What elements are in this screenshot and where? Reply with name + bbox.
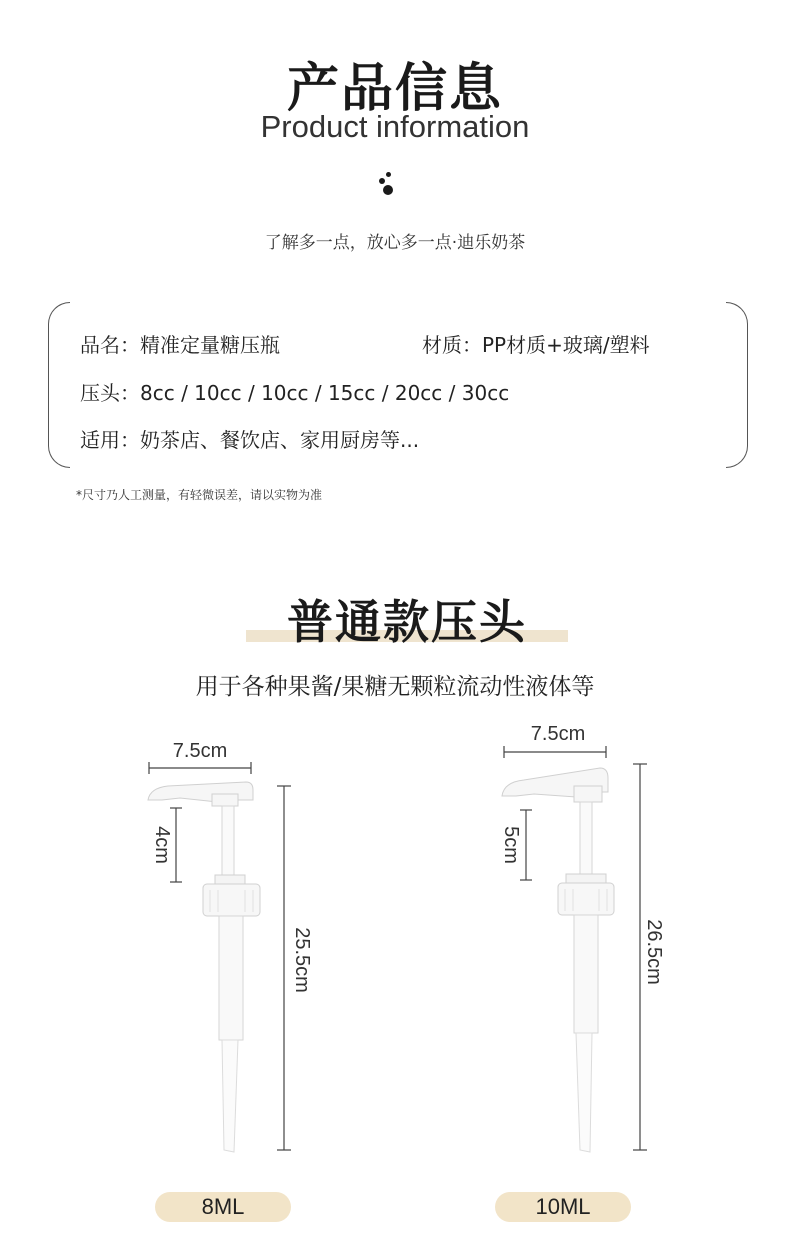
pump-10ml-illustration: [502, 746, 647, 1152]
page-title: 产品信息: [286, 59, 503, 119]
section-subtitle: 用于各种果酱/果糖无颗粒流动性液体等: [195, 674, 595, 700]
info-pump-heads: 压头：8cc / 10cc / 10cc / 15cc / 20cc / 30cc: [80, 381, 510, 405]
measurement-note: *尺寸乃人工测量，有轻微误差，请以实物为准: [76, 488, 323, 502]
decorative-dots-icon: [378, 172, 398, 198]
pump-8ml-illustration: [148, 762, 291, 1152]
size-pill-10ml: 10ML: [495, 1192, 631, 1222]
info-material: 材质：PP材质+玻璃/塑料: [422, 333, 650, 357]
right-bracket: [726, 302, 748, 468]
size-pill-8ml: 8ML: [155, 1192, 291, 1222]
page-subtitle-en: Product information: [260, 109, 530, 144]
pump-10ml-stroke-label: 5cm: [500, 826, 522, 864]
left-bracket: [48, 302, 70, 468]
tagline: 了解多一点，放心多一点·迪乐奶茶: [264, 233, 526, 253]
section-header: [246, 586, 568, 649]
pump-8ml-width-label: 7.5cm: [172, 740, 228, 762]
pump-diagrams: [0, 720, 790, 1190]
pump-8ml-height-label: 25.5cm: [291, 927, 313, 993]
product-info-box: [48, 302, 748, 468]
section-title: 普通款压头: [287, 595, 527, 649]
info-usage: 适用：奶茶店、餐饮店、家用厨房等...: [80, 428, 420, 452]
pump-10ml-width-label: 7.5cm: [530, 723, 586, 745]
info-product-name: 品名：精准定量糖压瓶: [80, 333, 280, 357]
pump-10ml-height-label: 26.5cm: [643, 919, 665, 985]
pump-8ml-stroke-label: 4cm: [151, 826, 173, 864]
